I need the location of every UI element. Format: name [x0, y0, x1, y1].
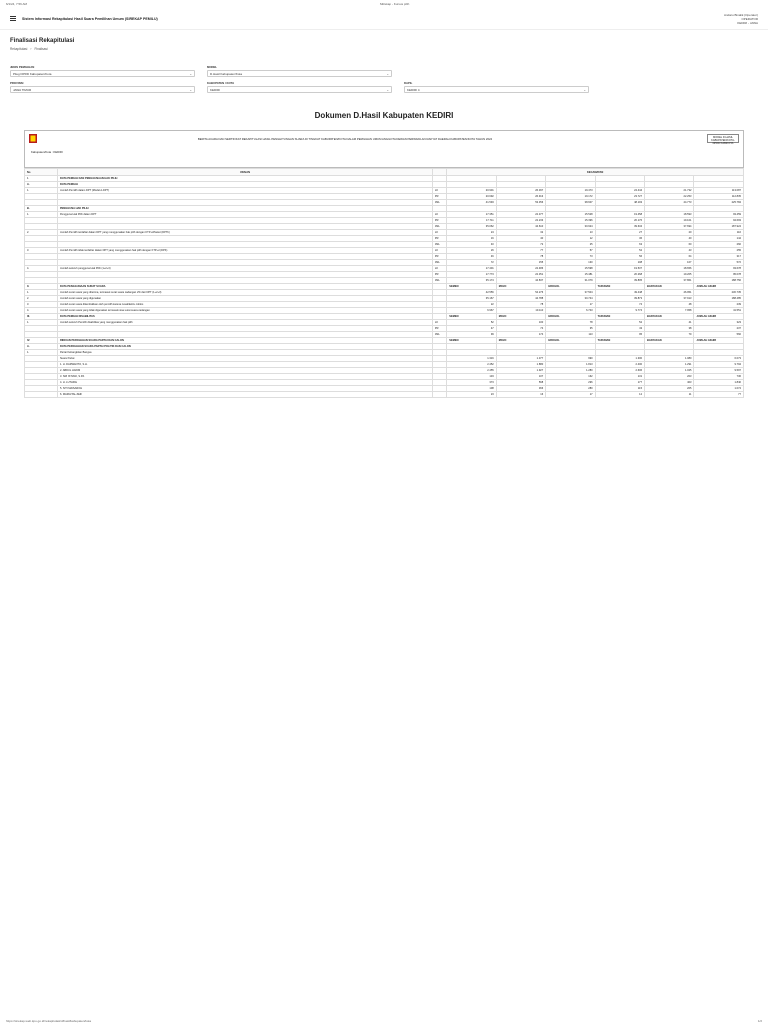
row-value: 366: [496, 386, 545, 392]
row-group: LK: [432, 212, 446, 218]
row-value: 41.551: [694, 308, 744, 314]
row-value: 40: [496, 236, 545, 242]
row-value: 25: [546, 242, 595, 248]
row-group: JML: [432, 224, 446, 230]
row-group: LK: [432, 188, 446, 194]
row-value: 560: [694, 332, 744, 338]
row-desc: Jumlah surat suara yang tidak digunakan termasuk sisa surat suara cadangan: [57, 308, 432, 314]
row-group: LK: [432, 230, 446, 236]
row-group: LK: [432, 266, 446, 272]
row-value: 296: [546, 380, 595, 386]
row-value: 403: [645, 380, 694, 386]
row-value: 94.693: [694, 218, 744, 224]
row-no: 2.: [25, 296, 58, 302]
row-value: 1.316: [447, 356, 496, 362]
row-value: 15.598: [546, 266, 595, 272]
row-value: 17: [546, 392, 595, 398]
row-no: A.: [25, 344, 58, 350]
row-value: 41: [645, 320, 694, 326]
row-no: IV.: [25, 338, 58, 344]
row-desc: 2. ABDUL HAKIM: [57, 368, 432, 374]
row-value: 52: [595, 320, 644, 326]
row-value: 17.773: [447, 272, 496, 278]
print-url: https://sirekap-web.kpu.go.id/rekapitulasi/d/hasil/kabupaten/kota: [6, 1019, 92, 1023]
row-value: 32: [496, 230, 545, 236]
row-value: 1.080: [645, 356, 694, 362]
row-value: 144: [694, 236, 744, 242]
row-value: 35: [546, 326, 595, 332]
row-value: 37.504: [546, 290, 595, 296]
row-desc: DATA PEMILIH DISABILITAS: [57, 314, 432, 320]
row-desc: 1. H. DARWANTO, S.H.: [57, 362, 432, 368]
row-value: 15.396: [546, 218, 595, 224]
user-info[interactable]: [724, 13, 758, 25]
row-desc: 4. H. LUTHFIE: [57, 380, 432, 386]
row-value: 20.268: [595, 272, 644, 278]
row-value: 18.593: [645, 212, 694, 218]
chevron-down-icon: ⌄: [386, 87, 389, 92]
row-value: 155: [496, 260, 545, 266]
jenis-pemilihan-select[interactable]: Pileg DPRD Kabupaten/Kota ⌄: [10, 70, 195, 77]
kabupaten-select[interactable]: KEDIRI ⌄: [207, 86, 392, 93]
row-group: PR: [432, 326, 446, 332]
row-value: 35.062: [447, 224, 496, 230]
row-value: 15.528: [546, 212, 595, 218]
model-box: MODEL D.HASIL KABUPATEN/KOTA-DPRD KAB/KOTA: [707, 134, 739, 143]
row-value: 44.610: [496, 224, 545, 230]
row-value: 78: [496, 254, 545, 260]
row-value: 57: [546, 248, 595, 254]
row-value: 736: [694, 374, 744, 380]
menu-icon[interactable]: [10, 16, 16, 21]
row-value: 31.079: [546, 278, 595, 284]
document-description: BERITA ACARA DAN SERTIFIKAT REKAPITULASI HASIL PENGHITUNGAN SUARA DI TINGKAT KABUPATEN/KOTA DALAM PEMILIHAN UMUM ANGGOTA DEWAN PERWAKILAN RAKYAT DAERAH KABUPATEN/KOTA TAHUN 2024: [197, 137, 493, 141]
row-value: 74: [595, 302, 644, 308]
row-value: JUMLAH AKHIR: [694, 338, 744, 344]
row-value: 74: [496, 326, 545, 332]
row-value: 47: [447, 326, 496, 332]
row-value: 53.356: [496, 200, 545, 206]
row-value: 77: [496, 248, 545, 254]
breadcrumb: Rekapitulasi › Finalisasi: [10, 47, 48, 51]
row-value: 1.813: [546, 362, 595, 368]
row-group: JML: [432, 242, 446, 248]
row-value: 78: [546, 320, 595, 326]
row-value: 44.773: [645, 200, 694, 206]
row-value: 19.458: [595, 212, 644, 218]
row-value: 40: [447, 242, 496, 248]
row-value: 572: [694, 260, 744, 266]
row-value: 188.756: [694, 278, 744, 284]
document-title: Dokumen D.Hasil Kabupaten KEDIRI: [314, 111, 454, 120]
kabupaten-field: KABUPATEN / KOTA KEDIRI ⌄: [207, 81, 392, 93]
row-value: TARUNAN: [595, 284, 644, 290]
jenis-pemilihan-field: JENIS PEMILIHAN Pileg DPRD Kabupaten/Kota ⌄: [10, 65, 195, 77]
row-no: [25, 392, 58, 398]
row-no: 2.: [25, 230, 58, 236]
row-value: 22: [447, 302, 496, 308]
row-value: 39.873: [595, 296, 644, 302]
print-footer: [0, 1018, 768, 1024]
row-value: 44.837: [496, 278, 545, 284]
row-value: 19.473: [546, 188, 595, 194]
row-value: 16: [496, 392, 545, 398]
row-value: JUMLAH AKHIR: [694, 284, 744, 290]
row-value: 42.556: [447, 290, 496, 296]
row-group: PR: [432, 272, 446, 278]
row-value: 6.073: [694, 356, 744, 362]
model-select[interactable]: D.Hasil Kabupaten/Kota ⌄: [207, 70, 392, 77]
row-value: 95: [595, 332, 644, 338]
row-value: 108: [595, 260, 644, 266]
row-desc: DATA PEMILIH: [57, 182, 432, 188]
row-value: 237: [694, 326, 744, 332]
row-value: 108: [447, 386, 496, 392]
row-value: 26: [447, 248, 496, 254]
row-value: 73: [546, 254, 595, 260]
row-value: 568: [496, 380, 545, 386]
row-value: 20.692: [447, 194, 496, 200]
row-value: 18.656: [645, 266, 694, 272]
row-no: B.: [25, 206, 58, 212]
row-value: MOJO: [496, 338, 545, 344]
row-value: 19.101: [645, 218, 694, 224]
row-desc: DATA PEROLEHAN SUARA PARTAI POLITIK DAN CALON: [57, 344, 432, 350]
row-value: BANYAKAN: [645, 338, 694, 344]
row-value: 225.784: [694, 200, 744, 206]
row-value: 23.727: [595, 194, 644, 200]
row-value: 373: [447, 380, 496, 386]
row-group: [432, 392, 446, 398]
row-value: 113.087: [694, 188, 744, 194]
row-value: 72: [447, 260, 496, 266]
row-value: 1.880: [496, 362, 545, 368]
row-group: JML: [432, 278, 446, 284]
model-field: MODEL D.Hasil Kabupaten/Kota ⌄: [207, 65, 392, 77]
row-value: 177: [595, 380, 644, 386]
document: [24, 130, 744, 398]
row-value: 43: [595, 326, 644, 332]
row-value: 24: [447, 230, 496, 236]
row-desc: Jumlah seluruh Pemilih disabilitas yang menggunakan hak pilih: [57, 320, 432, 326]
row-value: 6.743: [546, 308, 595, 314]
row-value: 99: [447, 332, 496, 338]
row-group: JML: [432, 260, 446, 266]
row-value: 36: [595, 236, 644, 242]
row-no: 4.: [25, 308, 58, 314]
row-value: 30.924: [546, 224, 595, 230]
row-value: 93.459: [694, 212, 744, 218]
row-value: 17.351: [447, 212, 496, 218]
row-value: 24.444: [595, 188, 644, 194]
kabupaten-line: Kabupaten/Kota : KEDIRI: [31, 150, 63, 154]
print-page: 1/2: [757, 1019, 762, 1023]
table-header: No URAIAN KECAMATAN: [25, 169, 744, 176]
row-value: 2.400: [595, 362, 644, 368]
row-desc: Suara Partai: [57, 356, 432, 362]
row-value: SEMEN: [447, 314, 496, 320]
row-no: 3.: [25, 302, 58, 308]
row-desc: Jumlah Pemilih dalam DPT (Model A-DPT): [57, 188, 432, 194]
row-value: JUMLAH AKHIR: [694, 314, 744, 320]
row-value: 10.110: [496, 308, 545, 314]
row-value: 20.901: [447, 188, 496, 194]
row-value: 115: [595, 386, 644, 392]
row-value: 19.172: [546, 194, 595, 200]
chevron-down-icon: ⌄: [189, 87, 192, 92]
row-desc: 5. SITI MAISAROH: [57, 386, 432, 392]
row-group: PR: [432, 236, 446, 242]
row-value: 188.485: [694, 296, 744, 302]
row-no: 1.: [25, 350, 58, 356]
row-value: 77: [694, 392, 744, 398]
row-value: 19.205: [645, 272, 694, 278]
row-value: 230.735: [694, 290, 744, 296]
dapil-field: DAPIL KEDIRI 4 ⌄: [404, 81, 589, 93]
row-value: 1.927: [496, 368, 545, 374]
row-group: JML: [432, 332, 446, 338]
row-no: III.: [25, 314, 58, 320]
row-value: 12: [595, 392, 644, 398]
row-no: A.: [25, 182, 58, 188]
chevron-down-icon: ⌄: [189, 71, 192, 76]
row-value: 54.276: [496, 290, 545, 296]
user-role: OPERATOR: [741, 16, 758, 21]
row-value: 323: [694, 320, 744, 326]
row-value: 112.835: [694, 194, 744, 200]
row-desc: Jumlah seluruh pengguna Hak Pilih (1+2+3): [57, 266, 432, 272]
row-no: 1.: [25, 212, 58, 218]
row-desc: 3. SRI ISTIANI, S.Pd.: [57, 374, 432, 380]
row-value: 100: [496, 320, 545, 326]
row-value: 6.967: [447, 308, 496, 314]
row-value: 9.794: [694, 362, 744, 368]
row-value: 7.958: [645, 308, 694, 314]
kpu-logo-icon: [29, 134, 37, 143]
row-value: 27: [595, 230, 644, 236]
row-value: 990: [546, 356, 595, 362]
row-value: 19.537: [595, 266, 644, 272]
row-desc: Jumlah Pemilih terdaftar dalam DPT yang menggunakan hak pilih dengan KTP-el/Suket (DPTb): [57, 230, 432, 236]
row-value: 72: [496, 242, 545, 248]
row-value: 22.253: [645, 194, 694, 200]
rekap-table: [24, 168, 744, 398]
row-value: 22.351: [496, 272, 545, 278]
page-title: Finalisasi Rekapitulasi: [10, 38, 75, 44]
row-value: 35.167: [447, 296, 496, 302]
row-value: 1.025: [645, 368, 694, 374]
row-value: 95.078: [694, 272, 744, 278]
row-desc: Jumlah surat suara yang diterima, termasuk surat suara cadangan 2% dari DPT (1+2+3): [57, 290, 432, 296]
row-value: 37.694: [645, 224, 694, 230]
user-name: Andaru Binalik (Operator): [723, 12, 758, 17]
row-value: 52: [447, 320, 496, 326]
row-value: 35.174: [447, 278, 496, 284]
row-value: 317: [694, 254, 744, 260]
dapil-select[interactable]: KEDIRI 4 ⌄: [404, 86, 589, 93]
row-value: 239: [694, 302, 744, 308]
row-no: II.: [25, 284, 58, 290]
row-no: 1.: [25, 320, 58, 326]
row-value: 131: [595, 374, 644, 380]
row-value: 187.924: [694, 224, 744, 230]
row-value: GROGOL: [546, 284, 595, 290]
breadcrumb-item[interactable]: Rekapitulasi: [10, 47, 28, 51]
chevron-down-icon: ⌄: [583, 87, 586, 92]
row-value: 46.951: [645, 290, 694, 296]
provinsi-field: PROVINSI JAWA TIMUR ⌄: [10, 81, 195, 93]
row-value: 26.397: [496, 188, 545, 194]
row-value: 30.744: [546, 296, 595, 302]
row-value: 12: [546, 236, 595, 242]
print-title: SiRekap - Kursus pilih: [379, 2, 410, 6]
app-bar: [0, 8, 768, 30]
row-value: 37.913: [645, 296, 694, 302]
row-value: 11: [645, 392, 694, 398]
row-value: 113: [546, 332, 595, 338]
row-value: 79: [645, 332, 694, 338]
row-value: 93.678: [694, 266, 744, 272]
row-value: 64: [645, 254, 694, 260]
row-value: GROGOL: [546, 338, 595, 344]
row-value: 46: [447, 254, 496, 260]
row-value: 60: [645, 242, 694, 248]
row-value: 2.606: [595, 368, 644, 374]
row-value: 23: [447, 392, 496, 398]
row-value: MOJO: [496, 284, 545, 290]
row-value: 37.861: [645, 278, 694, 284]
row-value: 22.377: [496, 212, 545, 218]
row-value: 116: [694, 230, 744, 236]
row-value: 162: [546, 374, 595, 380]
table-row: [25, 392, 744, 398]
row-value: 255: [694, 248, 744, 254]
row-desc: PENGGUNA HAK PILIH: [57, 206, 432, 212]
row-value: 20.176: [595, 218, 644, 224]
row-value: 16: [447, 236, 496, 242]
row-value: 1.377: [496, 356, 545, 362]
row-desc: Jumlah surat suara yang digunakan: [57, 296, 432, 302]
row-value: 21.732: [645, 188, 694, 194]
row-value: TARUNAN: [595, 338, 644, 344]
row-no: 1.: [25, 188, 58, 194]
row-value: MOJO: [496, 314, 545, 320]
row-value: BANYAKAN: [645, 314, 694, 320]
row-value: 39.634: [595, 224, 644, 230]
row-value: 133: [447, 374, 496, 380]
row-value: SEMEN: [447, 284, 496, 290]
row-no: I.: [25, 176, 58, 182]
row-value: 2.455: [447, 368, 496, 374]
row-desc: Partai Kebangkitan Bangsa: [57, 350, 432, 356]
row-group: PR: [432, 254, 446, 260]
row-value: 44.788: [496, 296, 545, 302]
breadcrumb-item: Finalisasi: [34, 47, 48, 51]
row-value: 78: [496, 302, 545, 308]
row-group: JML: [432, 200, 446, 206]
row-value: 1.300: [595, 356, 644, 362]
row-value: 280: [546, 386, 595, 392]
row-value: 260: [694, 242, 744, 248]
row-value: 41.593: [447, 200, 496, 206]
row-value: 20: [645, 230, 694, 236]
row-value: 63: [595, 242, 644, 248]
row-value: 1.280: [546, 368, 595, 374]
row-desc: DATA PENGGUNAAN SURAT SUARA: [57, 284, 432, 290]
row-no: 1.: [25, 290, 58, 296]
row-value: 2.452: [447, 362, 496, 368]
user-org: KEDIRI - JAWA: [737, 20, 758, 25]
row-value: 174: [496, 332, 545, 338]
row-desc: Jumlah surat suara dikembalikan oleh pemilih karena rusak/keliru coblos: [57, 302, 432, 308]
row-value: 17: [546, 302, 595, 308]
row-value: 1.840: [694, 380, 744, 386]
row-value: 130: [546, 260, 595, 266]
row-value: GROGOL: [546, 314, 595, 320]
row-value: 26.913: [496, 194, 545, 200]
row-value: 40: [645, 236, 694, 242]
document-header: [24, 130, 744, 168]
row-value: SEMEN: [447, 338, 496, 344]
row-value: 38.607: [546, 200, 595, 206]
row-value: 48: [645, 302, 694, 308]
row-group: LK: [432, 320, 446, 326]
row-value: 43: [645, 248, 694, 254]
chevron-down-icon: ⌄: [386, 71, 389, 76]
row-group: LK: [432, 248, 446, 254]
row-value: 52: [595, 248, 644, 254]
row-value: 17.401: [447, 266, 496, 272]
row-value: 107: [496, 374, 545, 380]
row-value: 203: [645, 374, 694, 380]
row-group: PR: [432, 194, 446, 200]
row-value: 205: [645, 386, 694, 392]
row-value: 9.597: [694, 368, 744, 374]
row-value: 107: [645, 260, 694, 266]
app-title: Sistem Informasi Rekapitulasi Hasil Suara Pemilihan Umum (SIREKAP PEMILU): [22, 16, 158, 21]
row-value: 38: [645, 326, 694, 332]
row-value: 15.481: [546, 272, 595, 278]
row-desc: DATA PEMILIH DAN PENGGUNAAN HAK PILIH: [57, 176, 432, 182]
row-group: PR: [432, 218, 446, 224]
row-desc: RINCIAN PEROLEHAN SUARA PARTAI DAN CALON: [57, 338, 432, 344]
row-value: 9.774: [595, 308, 644, 314]
row-value: BANYAKAN: [645, 284, 694, 290]
row-value: 17.711: [447, 218, 496, 224]
row-value: 39.805: [595, 278, 644, 284]
row-value: 13: [546, 230, 595, 236]
row-value: 56: [595, 254, 644, 260]
row-no: 4.: [25, 266, 58, 272]
row-value: 22.486: [496, 266, 545, 272]
row-value: 48.193: [595, 200, 644, 206]
row-value: 1.074: [694, 386, 744, 392]
row-value: 1.291: [645, 362, 694, 368]
row-desc: 6. MARGITAL ZEIF: [57, 392, 432, 398]
row-value: 22.233: [496, 218, 545, 224]
row-value: 49.448: [595, 290, 644, 296]
row-no: 3.: [25, 248, 58, 254]
print-header: [0, 0, 768, 8]
row-value: TARUNAN: [595, 314, 644, 320]
row-desc: Pengguna Hak Pilih dalam DPT: [57, 212, 432, 218]
print-date: 6/1/24, 7:56 AM: [6, 2, 28, 6]
provinsi-select[interactable]: JAWA TIMUR ⌄: [10, 86, 195, 93]
row-desc: Jumlah Pemilih tidak terdaftar dalam DPT yang menggunakan hak pilih dengan KTP-el (DPK): [57, 248, 432, 254]
